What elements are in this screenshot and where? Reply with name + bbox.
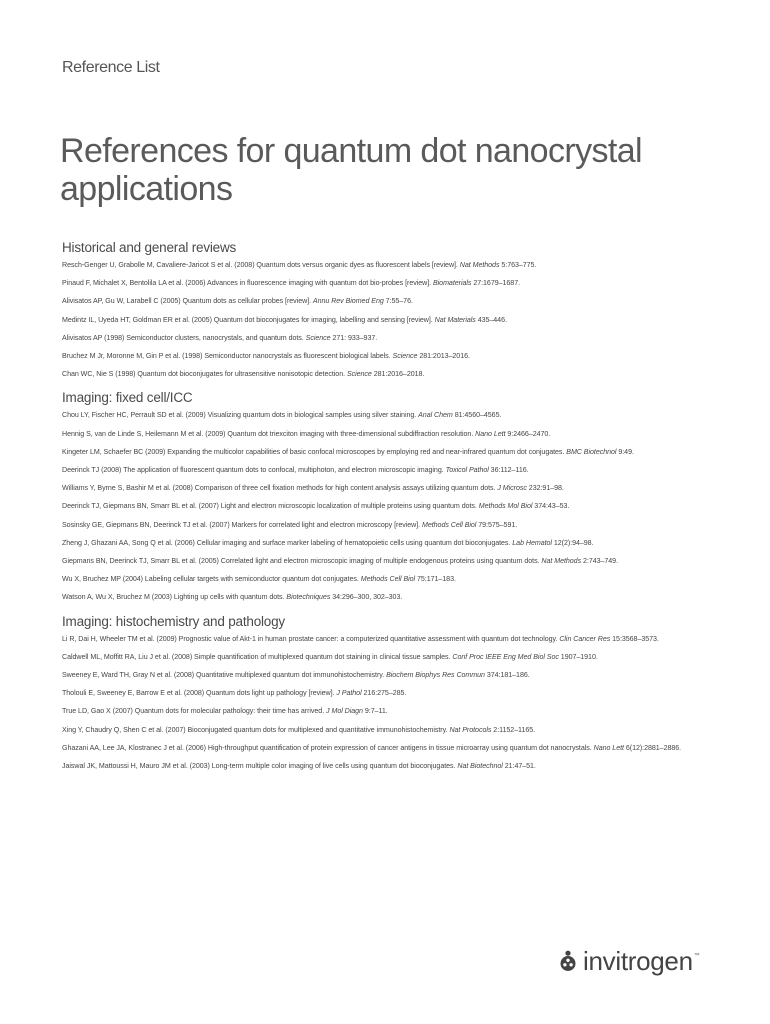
reference-citation: 6(12):2881–2886. [623, 743, 682, 752]
reference-journal: Biomaterials [432, 279, 472, 288]
reference-journal: Annu Rev Biomed Eng [312, 297, 384, 306]
reference-item [62, 430, 722, 439]
reference-list [62, 261, 722, 379]
reference-text: Sweeney E, Ward TH, Gray N et al. (2008) Quantitative multiplexed quantum dot immunohistochemistry. [62, 671, 387, 680]
reference-citation: 79:575–591. [476, 520, 518, 529]
reference-journal: Biotechniques [286, 593, 331, 602]
reference-citation: 21:47–51. [502, 762, 536, 771]
logo-wordmark: invitrogen [583, 945, 693, 976]
reference-journal: Conf Proc IEEE Eng Med Biol Soc [452, 652, 559, 661]
reference-citation: 1907–1910. [558, 652, 598, 661]
reference-text: Giepmans BN, Deerinck TJ, Smarr BL et al. (2005) Correlated light and electron microscopic imaging of multiple endogenous proteins using quantum dots. [62, 557, 542, 566]
reference-citation: 81:4560–4565. [452, 411, 502, 420]
reference-item [62, 557, 722, 566]
reference-item [62, 635, 722, 644]
reference-item [62, 279, 722, 288]
reference-citation: 435–446. [475, 315, 507, 324]
reference-citation: 75:171–183. [415, 575, 456, 584]
reference-item [62, 593, 722, 602]
reference-item [62, 370, 722, 379]
reference-journal: Nano Lett [475, 429, 506, 438]
page-title: References for quantum dot nanocrystal applications [60, 132, 642, 208]
reference-journal: Anal Chem [418, 411, 453, 420]
reference-text: Sosinsky GE, Giepmans BN, Deerinck TJ et al. (2007) Markers for correlated light and electron microscopy [review]. [62, 520, 422, 529]
reference-text: Wu X, Bruchez MP (2004) Labeling cellular targets with semiconductor quantum dot conjugates. [62, 575, 361, 584]
reference-citation: 232:91–98. [526, 484, 564, 493]
section-heading: Imaging: histochemistry and pathology [62, 613, 285, 629]
reference-text: True LD, Gao X (2007) Quantum dots for molecular pathology: their time has arrived. [62, 707, 327, 716]
reference-text: Deerinck TJ (2008) The application of fluorescent quantum dots to confocal, multiphoton, and electron microscopic imaging. [62, 466, 446, 475]
page-header-label: Reference List [62, 59, 160, 76]
reference-journal: Clin Cancer Res [559, 634, 611, 643]
reference-journal: Toxicol Pathol [445, 466, 489, 475]
reference-text: Caldwell ML, Moffitt RA, Liu J et al. (2008) Simple quantification of multiplexed quantum dot staining in clinical tissue samples. [62, 652, 453, 661]
reference-text: Ghazani AA, Lee JA, Klostranec J et al. (2006) High-throughput quantification of protein expression of cancer antigens in tissue microarray using quantum dot nanocrystals. [62, 743, 594, 752]
reference-journal: Science [346, 370, 372, 379]
reference-citation: 15:3568–3573. [610, 634, 659, 643]
invitrogen-logo [558, 944, 700, 978]
reference-item [62, 671, 722, 680]
reference-journal: J Mol Diagn [326, 707, 363, 716]
reference-journal: Nano Lett [593, 743, 624, 752]
reference-item [62, 466, 722, 475]
reference-text: Medintz IL, Uyeda HT, Goldman ER et al. (2005) Quantum dot bioconjugates for imaging, labelling and sensing [review]. [62, 315, 435, 324]
reference-citation: 9:49. [616, 447, 634, 456]
reference-text: Tholouli E, Sweeney E, Barrow E et al. (2008) Quantum dots light up pathology [review]. [62, 689, 337, 698]
reference-journal: Science [305, 333, 331, 342]
reference-item [62, 448, 722, 457]
reference-item [62, 316, 722, 325]
reference-journal: Nat Materials [434, 315, 476, 324]
reference-journal: Lab Hematol [512, 538, 552, 547]
reference-list [62, 635, 722, 772]
reference-citation: 271: 933–937. [330, 333, 378, 342]
reference-journal: Nat Biotechnol [457, 762, 503, 771]
invitrogen-logo-icon [558, 950, 578, 972]
reference-item [62, 502, 722, 511]
section-heading: Imaging: fixed cell/ICC [62, 390, 193, 406]
reference-text: Chou LY, Fischer HC, Perrault SD et al. (2009) Visualizing quantum dots in biological samples using silver staining. [62, 411, 419, 420]
section-histochemistry-pathology [62, 614, 722, 772]
reference-journal: Nat Methods [459, 261, 500, 269]
reference-text: Li R, Dai H, Wheeler TM et al. (2009) Prognostic value of Akt-1 in human prostate cancer: a computerized quantitative assessment with quantum dot technology. [62, 634, 560, 643]
reference-journal: J Pathol [336, 689, 362, 698]
reference-journal: BMC Biotechnol [566, 447, 617, 456]
reference-item [62, 744, 722, 753]
reference-item [62, 689, 722, 698]
reference-item [62, 352, 722, 361]
reference-citation: 36:112–116. [488, 466, 529, 475]
reference-item [62, 411, 722, 420]
reference-text: Alivisatos AP (1998) Semiconductor clusters, nanocrystals, and quantum dots. [62, 333, 306, 342]
reference-citation: 34:296–300, 302–303. [330, 593, 403, 602]
reference-citation: 7:55–76. [383, 297, 413, 306]
reference-item [62, 707, 722, 716]
reference-citation: 216:275–285. [361, 689, 407, 698]
reference-item [62, 653, 722, 662]
logo-trademark: ™ [693, 953, 700, 959]
reference-citation: 2:1152–1165. [491, 725, 536, 734]
reference-citation: 9:2466–2470. [505, 429, 551, 438]
reference-item [62, 261, 722, 270]
reference-text: Resch-Genger U, Grabolle M, Cavaliere-Jaricot S et al. (2008) Quantum dots versus organic dyes as fluorescent labels [review]. [62, 261, 460, 269]
reference-citation: 2:743–749. [581, 557, 619, 566]
reference-journal: Methods Cell Biol [360, 575, 416, 584]
reference-item [62, 762, 722, 771]
section-fixed-cell-icc [62, 390, 722, 602]
reference-text: Alivisatos AP, Gu W, Larabell C (2005) Quantum dots as cellular probes [review]. [62, 297, 313, 306]
reference-journal: Methods Cell Biol [421, 520, 477, 529]
reference-journal: Nat Methods [541, 557, 582, 566]
reference-citation: 374:181–186. [484, 671, 530, 680]
reference-item [62, 521, 722, 530]
reference-text: Kingeter LM, Schaefer BC (2009) Expanding the multicolor capabilities of basic confocal microscopes by employing red and near-infrared quantum dot conjugates. [62, 447, 567, 456]
reference-journal: Nat Protocols [449, 725, 492, 734]
reference-text: Hennig S, van de Linde S, Heilemann M et al. (2009) Quantum dot triexciton imaging with three-dimensional subdiffraction resolution. [62, 429, 476, 438]
reference-citation: 9:7–11. [362, 707, 388, 716]
reference-citation: 27:1679–1687. [471, 279, 521, 288]
reference-item [62, 484, 722, 493]
reference-citation: 5:763–775. [499, 261, 537, 269]
reference-citation: 374:43–53. [532, 502, 570, 511]
reference-sections [62, 240, 722, 782]
reference-text: Jaiswal JK, Mattoussi H, Mauro JM et al. (2003) Long-term multiple color imaging of live cells using quantum dot bioconjugates. [62, 762, 458, 771]
reference-journal: J Microsc [497, 484, 527, 493]
reference-text: Chan WC, Nie S (1998) Quantum dot bioconjugates for ultrasensitive nonisotopic detection. [62, 370, 347, 379]
reference-journal: Methods Mol Biol [478, 502, 533, 511]
reference-item [62, 539, 722, 548]
reference-citation: 12(2):94–98. [551, 538, 594, 547]
reference-text: Pinaud F, Michalet X, Bentolila LA et al. (2006) Advances in fluorescence imaging with quantum dot bio-probes [review]. [62, 279, 433, 288]
reference-text: Bruchez M Jr, Moronne M, Gin P et al. (1998) Semiconductor nanocrystals as fluorescent biological labels. [62, 352, 393, 361]
section-heading: Historical and general reviews [62, 240, 237, 255]
reference-text: Xing Y, Chaudry Q, Shen C et al. (2007) Bioconjugated quantum dots for multiplexed and quantitative immunohistochemistry. [62, 725, 450, 734]
reference-text: Zheng J, Ghazani AA, Song Q et al. (2006) Cellular imaging and surface marker labeling of hematopoietic cells using quantum dot bioconjugates. [62, 538, 513, 547]
reference-item [62, 334, 722, 343]
section-historical-reviews [62, 240, 722, 379]
reference-text: Watson A, Wu X, Bruchez M (2003) Lighting up cells with quantum dots. [62, 593, 287, 602]
reference-item [62, 575, 722, 584]
reference-citation: 281:2016–2018. [371, 370, 425, 379]
reference-list [62, 411, 722, 602]
reference-journal: Biochem Biophys Res Commun [386, 671, 485, 680]
reference-item [62, 726, 722, 735]
reference-journal: Science [392, 352, 418, 361]
reference-citation: 281:2013–2016. [417, 352, 470, 361]
reference-text: Deerinck TJ, Giepmans BN, Smarr BL et al. (2007) Light and electron microscopic localization of multiple proteins using quantum dots. [62, 502, 479, 511]
reference-item [62, 297, 722, 306]
reference-text: Williams Y, Byrne S, Bashir M et al. (2008) Comparison of three cell fixation methods for high content analysis assays utilizing quantum dots. [62, 484, 498, 493]
